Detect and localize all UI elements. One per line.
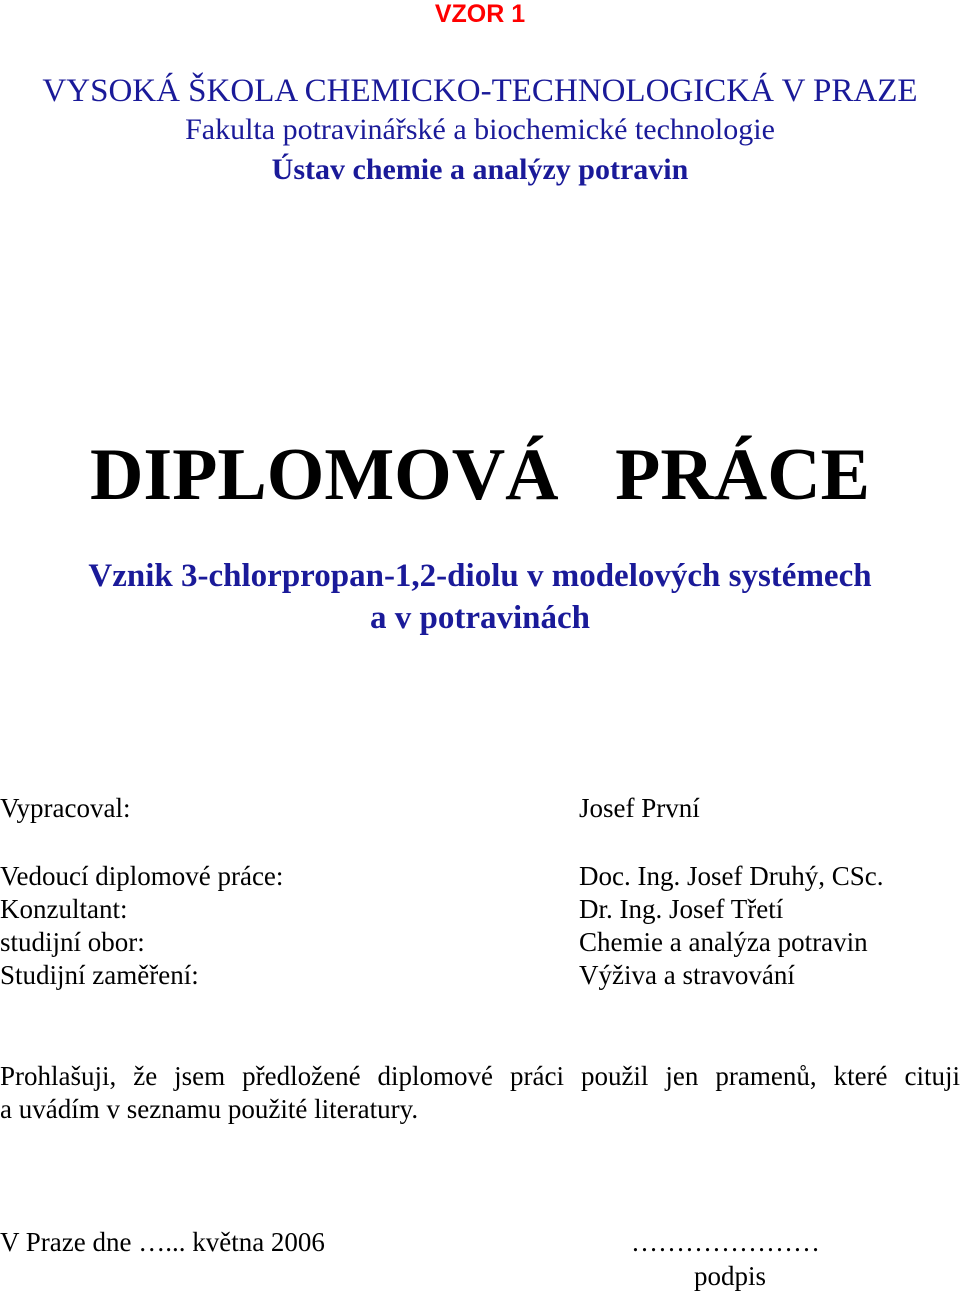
specialization-label: Studijní zaměření: — [0, 960, 199, 990]
sample-tag: VZOR 1 — [434, 0, 526, 28]
supervisor-label: Vedoucí diplomové práce: — [0, 861, 284, 891]
consultant-value: Dr. Ing. Josef Třetí — [579, 894, 784, 924]
place-and-date: V Praze dne …... května 2006 — [0, 1227, 325, 1257]
author-label: Vypracoval: — [0, 793, 131, 823]
university-name: VYSOKÁ ŠKOLA CHEMICKO-TECHNOLOGICKÁ V PRAZE — [42, 73, 918, 109]
specialization-value: Výživa a stravování — [579, 960, 795, 990]
signature-label: podpis — [694, 1261, 767, 1291]
institute-name: Ústav chemie a analýzy potravin — [271, 153, 689, 186]
declaration — [0, 1060, 960, 1126]
declaration-line-2: a uvádím v seznamu použité literatury. — [0, 1094, 419, 1124]
field-of-study-label: studijní obor: — [0, 927, 145, 957]
author-value: Josef První — [579, 793, 700, 823]
supervisor-value: Doc. Ing. Josef Druhý, CSc. — [579, 861, 884, 891]
thesis-title-line-1: Vznik 3-chlorpropan-1,2-diolu v modelových systémech — [88, 558, 872, 594]
signature-line: ………………… — [631, 1227, 820, 1257]
thesis-title-line-2: a v potravinách — [369, 600, 590, 636]
consultant-label: Konzultant: — [0, 894, 128, 924]
faculty-name: Fakulta potravinářské a biochemické technologie — [185, 113, 775, 146]
field-of-study-value: Chemie a analýza potravin — [579, 927, 868, 957]
declaration-line-1: Prohlašuji, že jsem předložené diplomové práci použil jen pramenů, které cituji — [0, 1061, 960, 1091]
document-type: DIPLOMOVÁ PRÁCE — [89, 434, 871, 516]
